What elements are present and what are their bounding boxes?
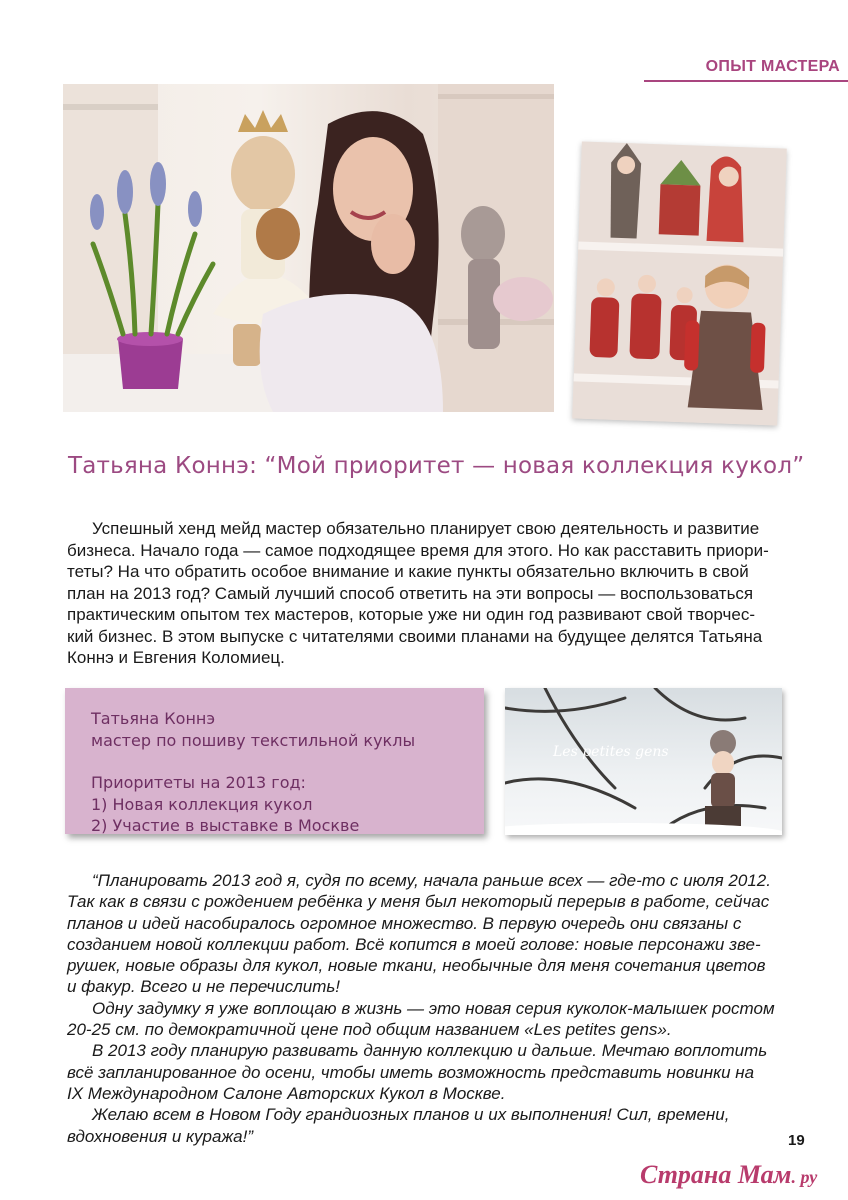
intro-line: теты? На что обратить особое внимание и какие пункты обязательно включить в свой	[67, 562, 749, 581]
profile-text	[91, 708, 415, 837]
intro-line: практическим опытом тех мастеров, которые уже ни один год развивают свой творчес-	[67, 605, 755, 624]
profile-box	[65, 688, 484, 834]
quote-line: Желаю всем в Новом Году грандиозных планов и их выполнения! Сил, времени,	[92, 1105, 730, 1125]
quote-line: 20-25 см. по демократичной цене под общим названием «Les petites gens».	[67, 1020, 672, 1040]
watermark-main: Страна Мам	[640, 1160, 792, 1189]
watermark-sub: . ру	[791, 1167, 818, 1187]
quote-line: и факур. Всего и не перечислить!	[67, 977, 341, 997]
page-number: 19	[788, 1132, 805, 1149]
section-label: ОПЫТ МАСТЕРА	[705, 58, 840, 75]
watermark-logo	[640, 1160, 817, 1190]
intro-line: кий бизнес. В этом выпуске с читателями своими планами на будущее делятся Татьяна	[67, 626, 763, 646]
author-photo	[63, 84, 554, 412]
profile-role: мастер по пошиву текстильной куклы	[91, 730, 416, 750]
quote-line: Так как в связи с рождением ребёнка у меня был некоторый перерыв в работе, сейчас	[67, 892, 770, 912]
author-photo-illustration	[63, 84, 554, 412]
article-title: Татьяна Коннэ: “Мой приоритет — новая коллекция кукол”	[68, 453, 805, 479]
snow-photo-caption: Les petites gens	[553, 744, 669, 760]
quote-line: В 2013 году планирую развивать данную коллекцию и дальше. Мечтаю воплотить	[92, 1041, 768, 1061]
quote-line: всё запланированное до осени, чтобы иметь возможность представить новинки на	[67, 1062, 755, 1082]
quote-line: рушек, новые образы для кукол, новые ткани, необычные для меня сочетания цветов	[67, 956, 766, 976]
priorities-heading: Приоритеты на 2013 год:	[91, 773, 306, 792]
intro-line: Коннэ и Евгения Коломиец.	[67, 648, 285, 667]
quote-line: “Планировать 2013 год я, судя по всему, начала раньше всех — где-то с июля 2012.	[92, 871, 771, 890]
intro-line: бизнеса. Начало года — самое подходящее время для этого. Но как расставить приори-	[67, 540, 769, 560]
snow-doll-illustration	[505, 688, 782, 835]
quote-line: Одну задумку я уже воплощаю в жизнь — это новая серия куколок-малышек ростом	[92, 998, 775, 1018]
intro-paragraph	[67, 518, 777, 669]
intro-line: план на 2013 год? Самый лучший способ ответить на эти вопросы — воспользоваться	[67, 583, 754, 603]
intro-line: Успешный хенд мейд мастер обязательно планирует свою деятельность и развитие	[92, 519, 760, 538]
quote-line: планов и идей насобиралось огромное множество. В первую очередь они связаны с	[67, 913, 742, 933]
girl-with-dolls-photo	[572, 142, 787, 426]
quote-line: созданием новой коллекции работ. Всё копится в моей голове: новые персонажи зве-	[67, 934, 761, 954]
quote-line: IX Международном Салоне Авторских Кукол в Москве.	[67, 1083, 506, 1103]
quote-block	[67, 870, 779, 1147]
quote-line: вдохновения и куража!”	[67, 1126, 254, 1146]
priority-item: 2) Участие в выставке в Москве	[91, 816, 360, 835]
profile-name: Татьяна Коннэ	[91, 709, 216, 728]
section-divider	[644, 80, 848, 82]
snow-doll-photo	[505, 688, 782, 835]
priority-item: 1) Новая коллекция кукол	[91, 794, 313, 814]
girl-with-dolls-illustration	[572, 142, 787, 426]
